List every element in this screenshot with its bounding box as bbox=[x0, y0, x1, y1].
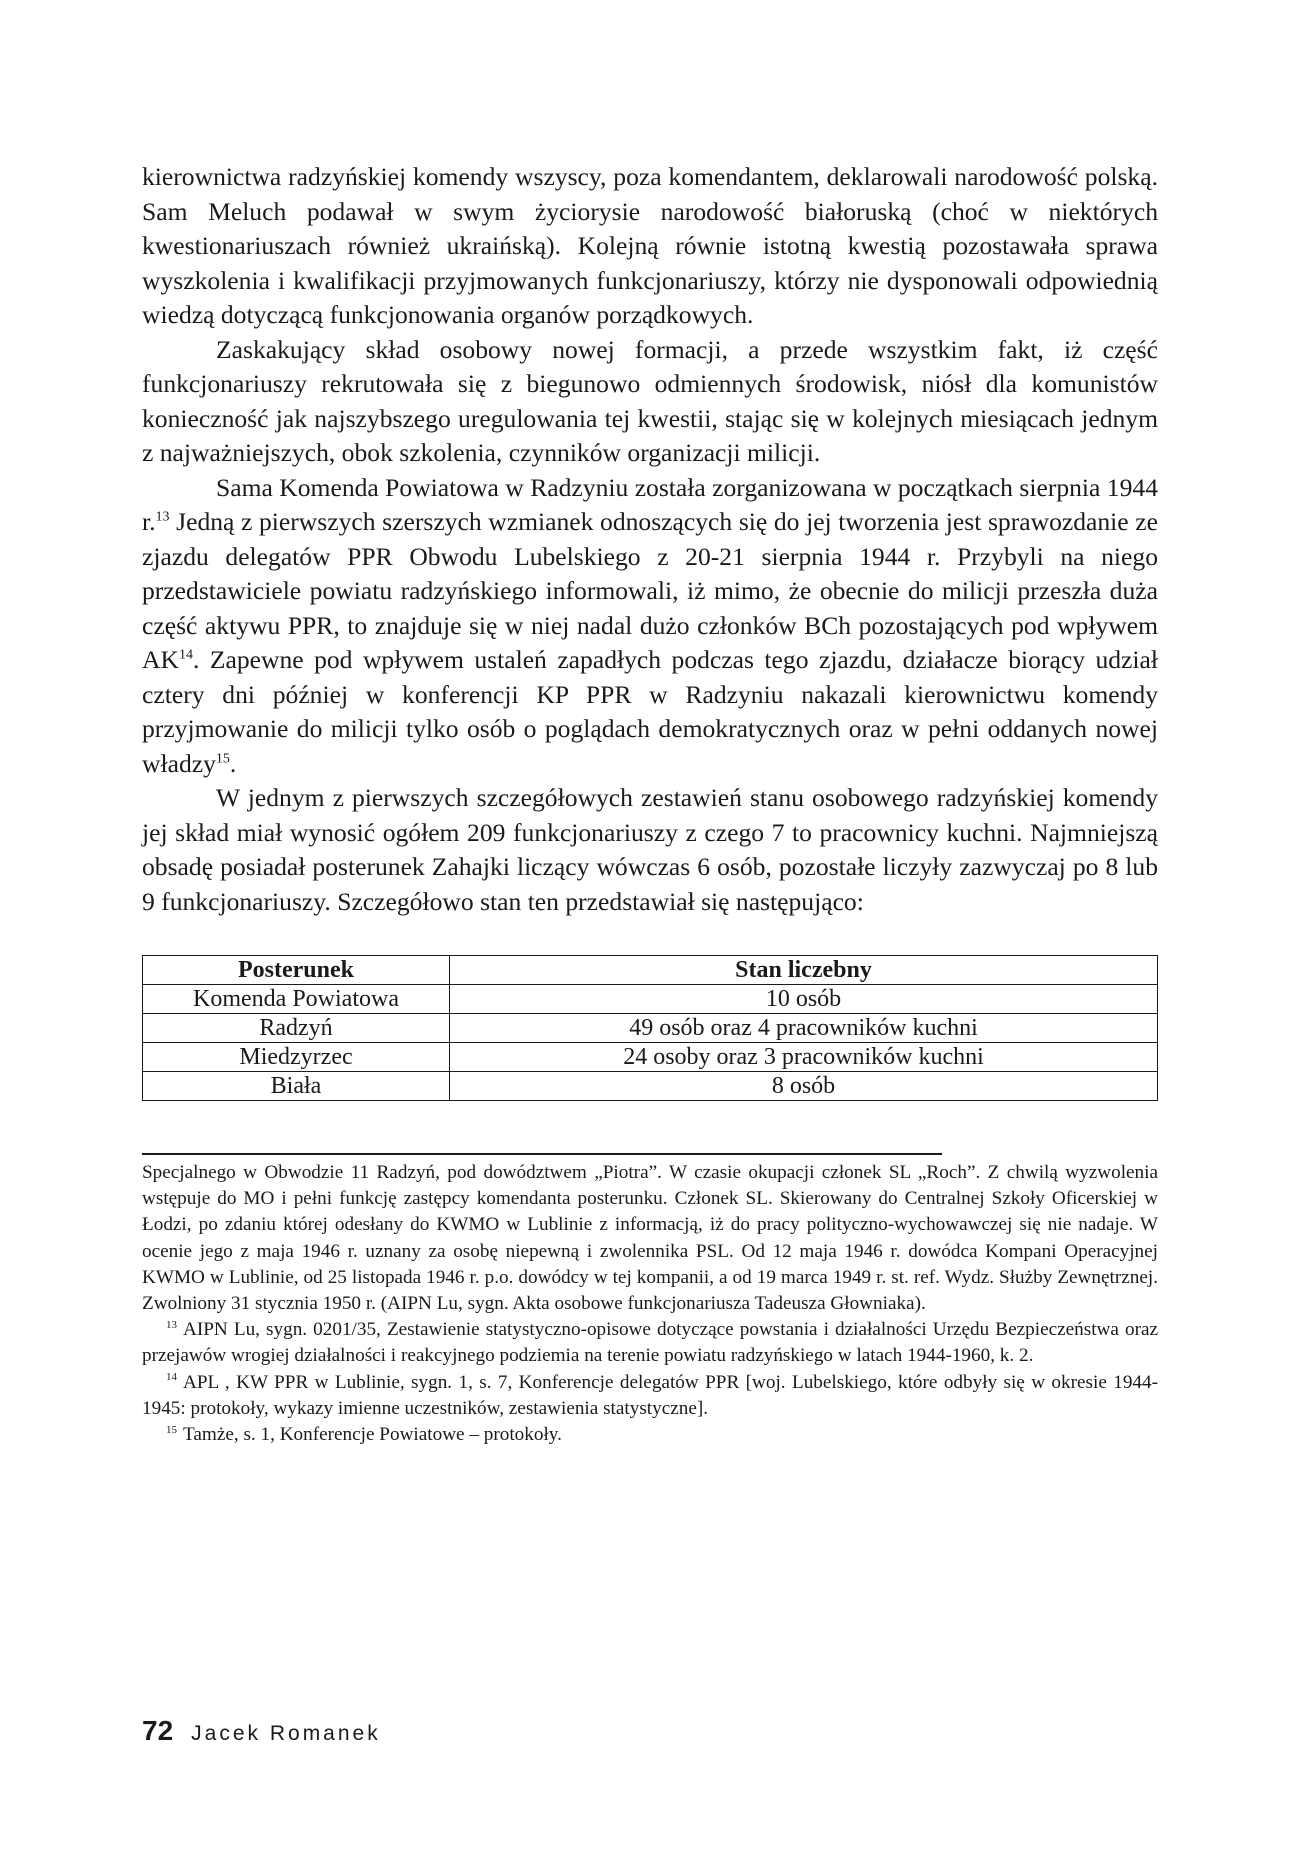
footnote-13-text: AIPN Lu, sygn. 0201/35, Zestawienie statystyczno-opisowe dotyczące powstania i działalności Urzędu Bezpieczeństwa oraz przejawów wrogiej działalności i reakcyjnego podziemia na terenie powiatu radzyńskiego w latach 1944-1960, k. 2. bbox=[142, 1319, 1158, 1367]
header-stan-liczebny: Stan liczebny bbox=[450, 956, 1158, 985]
footnote-14-text: APL , KW PPR w Lublinie, sygn. 1, s. 7, Konferencje delegatów PPR [woj. Lubelskiego, które odbyły się w okresie 1944-1945: protokoły, wykazy imienne uczestników, zestawienia statystyczne]. bbox=[142, 1371, 1158, 1419]
table-header-row bbox=[143, 956, 1158, 985]
paragraph-3 bbox=[142, 471, 1158, 782]
cell-station: Komenda Powiatowa bbox=[143, 985, 450, 1014]
footnote-15 bbox=[142, 1422, 1158, 1448]
cell-station: Biała bbox=[143, 1072, 450, 1101]
page-content bbox=[142, 160, 1158, 1448]
footnote-ref-15[interactable]: 15 bbox=[215, 750, 230, 766]
table-row bbox=[143, 1014, 1158, 1043]
header-posterunek: Posterunek bbox=[143, 956, 450, 985]
footnotes bbox=[142, 1160, 1158, 1448]
footnote-ref-13[interactable]: 13 bbox=[155, 509, 170, 525]
footnote-ref-14[interactable]: 14 bbox=[178, 647, 193, 663]
footnote-15-text: Tamże, s. 1, Konferencje Powiatowe – protokoły. bbox=[183, 1424, 562, 1446]
paragraph-2: Zaskakujący skład osobowy nowej formacji, a przede wszystkim fakt, iż część funkcjonariuszy rekrutowała się z biegunowo odmiennych środowisk, niósł dla komunistów konieczność jak najszybszego uregulowania tej kwestii, stając się w kolejnych miesiącach jednym z najważniejszych, obok szkolenia, czynników organizacji milicji. bbox=[142, 334, 1158, 467]
page-number: 72 bbox=[142, 1715, 174, 1746]
staffing-table bbox=[142, 955, 1158, 1101]
running-author: Jacek Romanek bbox=[191, 1722, 381, 1745]
cell-station: Miedzyrzec bbox=[143, 1043, 450, 1072]
table-row bbox=[143, 1072, 1158, 1101]
footnote-number-13: 13 bbox=[166, 1318, 177, 1331]
footnote-number-14: 14 bbox=[166, 1371, 177, 1384]
paragraph-3-text-b: Jedną z pierwszych szerszych wzmianek odnoszących się do jej tworzenia jest sprawozdanie ze zjazdu delegatów PPR Obwodu Lubelskiego z 20-21 sierpnia 1944 r. Przybyli na niego przedstawiciele powiatu radzyńskiego informowali, iż mimo, że obecnie do milicji przeszła duża część aktywu PPR, to znajduje się w niej nadal dużo członków BCh pozostających pod wpływem AK bbox=[142, 507, 1158, 674]
paragraph-1: kierownictwa radzyńskiej komendy wszyscy, poza komendantem, deklarowali narodowość polską. Sam Meluch podawał w swym życiorysie narodowość białoruską (choć w niektórych kwestionariuszach również ukraińską). Kolejną równie istotną kwestią pozostawała sprawa wyszkolenia i kwalifikacji przyjmowanych funkcjonariuszy, którzy nie dysponowali odpowiednią wiedzą dotyczącą funkcjonowania organów porządkowych. bbox=[142, 162, 1158, 329]
footnote-number-15: 15 bbox=[166, 1423, 177, 1436]
page-footer bbox=[142, 1715, 381, 1747]
table-row bbox=[143, 985, 1158, 1014]
paragraph-3-text-d: . bbox=[229, 748, 237, 778]
footnote-14 bbox=[142, 1370, 1158, 1422]
footnote-12-continued: Specjalnego w Obwodzie 11 Radzyń, pod dowództwem „Piotra”. W czasie okupacji członek SL „Roch”. Z chwilą wyzwolenia wstępuje do MO i pełni funkcję zastępcy komendanta posterunku. Członek SL. Skierowany do Centralnej Szkoły Oficerskiej w Łodzi, po zdaniu której odesłany do KWMO w Lublinie z informacją, iż do pracy polityczno-wychowawczej się nie nadaje. W ocenie jego z maja 1946 r. uznany za osobę niepewną i zwolennika PSL. Od 12 maja 1946 r. dowódca Kompani Operacyjnej KWMO w Lublinie, od 25 listopada 1946 r. p.o. dowódcy w tej kompanii, a od 19 marca 1949 r. st. ref. Wydz. Służby Zewnętrznej. Zwolniony 31 stycznia 1950 r. (AIPN Lu, sygn. Akta osobowe funkcjonariusza Tadeusza Głowniaka). bbox=[142, 1162, 1158, 1315]
paragraph-3-text-c: . Zapewne pod wpływem ustaleń zapadłych podczas tego zjazdu, działacze biorący udział cztery dni później w konferencji KP PPR w Radzyniu nakazali kierownictwu komendy przyjmowanie do milicji tylko osób o poglądach demokratycznych oraz w pełni oddanych nowej władzy bbox=[142, 645, 1158, 778]
cell-count: 24 osoby oraz 3 pracowników kuchni bbox=[450, 1043, 1158, 1072]
staffing-table-wrapper bbox=[142, 955, 1158, 1101]
paragraph-4: W jednym z pierwszych szczegółowych zestawień stanu osobowego radzyńskiej komendy jej skład miał wynosić ogółem 209 funkcjonariuszy z czego 7 to pracownicy kuchni. Najmniejszą obsadę posiadał posterunek Zahajki liczący wówczas 6 osób, pozostałe liczyły zazwyczaj po 8 lub 9 funkcjonariuszy. Szczegółowo stan ten przedstawiał się następująco: bbox=[142, 783, 1158, 916]
cell-count: 10 osób bbox=[450, 985, 1158, 1014]
cell-count: 8 osób bbox=[450, 1072, 1158, 1101]
paragraph-3-text-a: Sama Komenda Powiatowa w Radzyniu została zorganizowana w początkach sierpnia 1944 r. bbox=[142, 472, 1158, 536]
cell-count: 49 osób oraz 4 pracowników kuchni bbox=[450, 1014, 1158, 1043]
footnote-divider bbox=[142, 1153, 942, 1155]
table-row bbox=[143, 1043, 1158, 1072]
footnote-13 bbox=[142, 1317, 1158, 1369]
cell-station: Radzyń bbox=[143, 1014, 450, 1043]
